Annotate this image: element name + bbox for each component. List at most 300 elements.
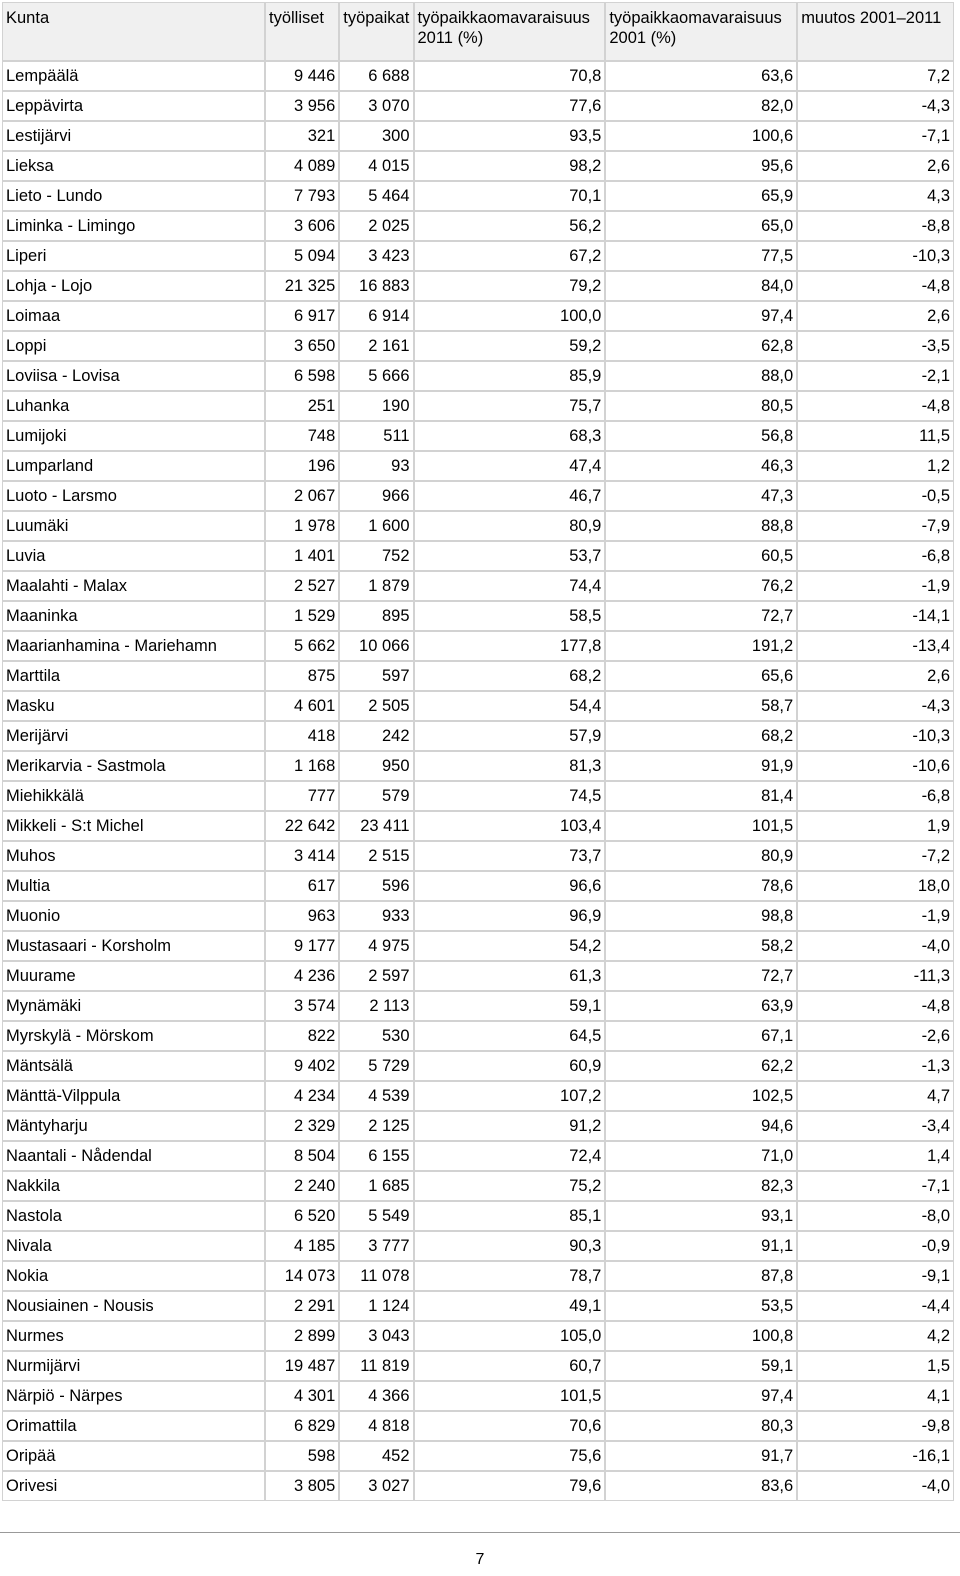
cell-muutos: 2,6 — [797, 301, 954, 331]
table-row — [2, 361, 954, 391]
table-row — [2, 931, 954, 961]
table-row — [2, 421, 954, 451]
cell-muutos: -4,8 — [797, 991, 954, 1021]
cell-omavaraisuus-2001: 65,0 — [605, 211, 797, 241]
cell-tyopaikat: 4 539 — [339, 1081, 413, 1111]
cell-tyolliset: 9 402 — [265, 1051, 339, 1081]
cell-tyopaikat: 3 423 — [339, 241, 413, 271]
footer-divider — [0, 1532, 960, 1533]
cell-tyopaikat: 3 027 — [339, 1471, 413, 1501]
cell-tyopaikat: 4 975 — [339, 931, 413, 961]
header-row — [2, 2, 954, 61]
cell-tyolliset: 875 — [265, 661, 339, 691]
cell-omavaraisuus-2001: 80,5 — [605, 391, 797, 421]
cell-omavaraisuus-2011: 70,1 — [414, 181, 606, 211]
cell-muutos: -1,9 — [797, 901, 954, 931]
cell-muutos: -3,4 — [797, 1111, 954, 1141]
table-row — [2, 691, 954, 721]
header-kunta: Kunta — [2, 2, 265, 61]
cell-omavaraisuus-2011: 68,2 — [414, 661, 606, 691]
cell-tyolliset: 963 — [265, 901, 339, 931]
table-row — [2, 721, 954, 751]
table-row — [2, 1411, 954, 1441]
table-row — [2, 1021, 954, 1051]
table-row — [2, 1381, 954, 1411]
cell-omavaraisuus-2001: 91,1 — [605, 1231, 797, 1261]
cell-tyolliset: 3 650 — [265, 331, 339, 361]
cell-kunta: Nastola — [2, 1201, 265, 1231]
cell-omavaraisuus-2001: 100,6 — [605, 121, 797, 151]
cell-tyolliset: 822 — [265, 1021, 339, 1051]
cell-tyopaikat: 5 549 — [339, 1201, 413, 1231]
cell-tyolliset: 8 504 — [265, 1141, 339, 1171]
cell-omavaraisuus-2011: 54,2 — [414, 931, 606, 961]
cell-omavaraisuus-2011: 53,7 — [414, 541, 606, 571]
cell-omavaraisuus-2001: 63,6 — [605, 61, 797, 91]
cell-muutos: -10,6 — [797, 751, 954, 781]
cell-tyolliset: 2 067 — [265, 481, 339, 511]
cell-omavaraisuus-2011: 74,4 — [414, 571, 606, 601]
table-row — [2, 121, 954, 151]
cell-muutos: -3,5 — [797, 331, 954, 361]
cell-omavaraisuus-2011: 81,3 — [414, 751, 606, 781]
cell-muutos: -13,4 — [797, 631, 954, 661]
cell-tyolliset: 14 073 — [265, 1261, 339, 1291]
cell-tyolliset: 251 — [265, 391, 339, 421]
cell-tyopaikat: 2 505 — [339, 691, 413, 721]
cell-tyopaikat: 5 464 — [339, 181, 413, 211]
cell-omavaraisuus-2001: 59,1 — [605, 1351, 797, 1381]
cell-tyopaikat: 2 025 — [339, 211, 413, 241]
cell-kunta: Maarianhamina - Mariehamn — [2, 631, 265, 661]
cell-omavaraisuus-2001: 62,2 — [605, 1051, 797, 1081]
cell-tyolliset: 617 — [265, 871, 339, 901]
cell-kunta: Lumparland — [2, 451, 265, 481]
cell-omavaraisuus-2011: 61,3 — [414, 961, 606, 991]
cell-muutos: 1,5 — [797, 1351, 954, 1381]
table-row — [2, 1321, 954, 1351]
cell-kunta: Nurmes — [2, 1321, 265, 1351]
cell-omavaraisuus-2001: 191,2 — [605, 631, 797, 661]
cell-tyolliset: 4 601 — [265, 691, 339, 721]
cell-muutos: -4,4 — [797, 1291, 954, 1321]
cell-tyolliset: 2 527 — [265, 571, 339, 601]
cell-omavaraisuus-2001: 98,8 — [605, 901, 797, 931]
cell-muutos: -2,6 — [797, 1021, 954, 1051]
cell-muutos: -6,8 — [797, 541, 954, 571]
cell-tyopaikat: 596 — [339, 871, 413, 901]
cell-tyopaikat: 5 666 — [339, 361, 413, 391]
cell-tyolliset: 748 — [265, 421, 339, 451]
cell-omavaraisuus-2001: 63,9 — [605, 991, 797, 1021]
table-row — [2, 511, 954, 541]
header-tyolliset: työlliset — [265, 2, 339, 61]
cell-muutos: -16,1 — [797, 1441, 954, 1471]
table-row — [2, 331, 954, 361]
cell-kunta: Marttila — [2, 661, 265, 691]
cell-tyopaikat: 190 — [339, 391, 413, 421]
cell-kunta: Lempäälä — [2, 61, 265, 91]
cell-muutos: 7,2 — [797, 61, 954, 91]
cell-omavaraisuus-2011: 70,8 — [414, 61, 606, 91]
cell-tyopaikat: 1 124 — [339, 1291, 413, 1321]
cell-tyolliset: 777 — [265, 781, 339, 811]
cell-tyolliset: 1 529 — [265, 601, 339, 631]
cell-muutos: -7,2 — [797, 841, 954, 871]
header-muutos: muutos 2001–2011 — [797, 2, 954, 61]
cell-tyolliset: 2 899 — [265, 1321, 339, 1351]
table-row — [2, 481, 954, 511]
cell-tyopaikat: 1 600 — [339, 511, 413, 541]
cell-muutos: -4,0 — [797, 1471, 954, 1501]
cell-muutos: -4,3 — [797, 691, 954, 721]
cell-omavaraisuus-2001: 91,7 — [605, 1441, 797, 1471]
cell-muutos: 4,2 — [797, 1321, 954, 1351]
cell-muutos: -9,8 — [797, 1411, 954, 1441]
cell-kunta: Mustasaari - Korsholm — [2, 931, 265, 961]
cell-omavaraisuus-2011: 96,6 — [414, 871, 606, 901]
cell-omavaraisuus-2001: 56,8 — [605, 421, 797, 451]
cell-muutos: 1,4 — [797, 1141, 954, 1171]
cell-muutos: -11,3 — [797, 961, 954, 991]
cell-omavaraisuus-2011: 78,7 — [414, 1261, 606, 1291]
cell-muutos: 18,0 — [797, 871, 954, 901]
cell-muutos: -7,9 — [797, 511, 954, 541]
cell-omavaraisuus-2011: 67,2 — [414, 241, 606, 271]
cell-omavaraisuus-2011: 47,4 — [414, 451, 606, 481]
cell-kunta: Luvia — [2, 541, 265, 571]
cell-muutos: -7,1 — [797, 121, 954, 151]
cell-kunta: Luoto - Larsmo — [2, 481, 265, 511]
cell-tyolliset: 5 094 — [265, 241, 339, 271]
cell-omavaraisuus-2011: 75,7 — [414, 391, 606, 421]
table-row — [2, 751, 954, 781]
cell-kunta: Maaninka — [2, 601, 265, 631]
table-row — [2, 151, 954, 181]
cell-kunta: Luumäki — [2, 511, 265, 541]
cell-muutos: 1,9 — [797, 811, 954, 841]
cell-omavaraisuus-2001: 47,3 — [605, 481, 797, 511]
cell-omavaraisuus-2001: 102,5 — [605, 1081, 797, 1111]
table-body — [2, 61, 954, 1501]
table-row — [2, 661, 954, 691]
cell-omavaraisuus-2001: 83,6 — [605, 1471, 797, 1501]
cell-tyolliset: 1 978 — [265, 511, 339, 541]
cell-omavaraisuus-2011: 64,5 — [414, 1021, 606, 1051]
cell-omavaraisuus-2011: 100,0 — [414, 301, 606, 331]
cell-kunta: Nokia — [2, 1261, 265, 1291]
cell-tyolliset: 3 606 — [265, 211, 339, 241]
table-row — [2, 1231, 954, 1261]
cell-tyopaikat: 4 818 — [339, 1411, 413, 1441]
cell-kunta: Lestijärvi — [2, 121, 265, 151]
cell-tyopaikat: 452 — [339, 1441, 413, 1471]
cell-kunta: Miehikkälä — [2, 781, 265, 811]
table-row — [2, 541, 954, 571]
cell-kunta: Naantali - Nådendal — [2, 1141, 265, 1171]
header-omavaraisuus-2001: työpaikkaomavaraisuus 2001 (%) — [605, 2, 797, 61]
municipality-table — [2, 2, 954, 1501]
cell-tyopaikat: 23 411 — [339, 811, 413, 841]
cell-tyolliset: 1 168 — [265, 751, 339, 781]
cell-muutos: 1,2 — [797, 451, 954, 481]
cell-muutos: -10,3 — [797, 721, 954, 751]
table-row — [2, 601, 954, 631]
cell-omavaraisuus-2001: 84,0 — [605, 271, 797, 301]
cell-omavaraisuus-2001: 67,1 — [605, 1021, 797, 1051]
cell-tyopaikat: 5 729 — [339, 1051, 413, 1081]
table-row — [2, 1351, 954, 1381]
table-row — [2, 781, 954, 811]
table-row — [2, 241, 954, 271]
cell-tyolliset: 9 177 — [265, 931, 339, 961]
cell-kunta: Masku — [2, 691, 265, 721]
cell-muutos: 11,5 — [797, 421, 954, 451]
cell-tyolliset: 22 642 — [265, 811, 339, 841]
cell-omavaraisuus-2001: 97,4 — [605, 301, 797, 331]
table-row — [2, 451, 954, 481]
cell-omavaraisuus-2011: 103,4 — [414, 811, 606, 841]
table-row — [2, 211, 954, 241]
cell-kunta: Leppävirta — [2, 91, 265, 121]
cell-muutos: 2,6 — [797, 661, 954, 691]
cell-tyopaikat: 11 819 — [339, 1351, 413, 1381]
cell-tyolliset: 2 240 — [265, 1171, 339, 1201]
cell-kunta: Muhos — [2, 841, 265, 871]
cell-omavaraisuus-2011: 79,6 — [414, 1471, 606, 1501]
table-row — [2, 391, 954, 421]
cell-omavaraisuus-2001: 94,6 — [605, 1111, 797, 1141]
cell-omavaraisuus-2001: 100,8 — [605, 1321, 797, 1351]
cell-tyolliset: 3 574 — [265, 991, 339, 1021]
cell-kunta: Loimaa — [2, 301, 265, 331]
table-row — [2, 1471, 954, 1501]
cell-tyolliset: 418 — [265, 721, 339, 751]
table-row — [2, 1441, 954, 1471]
cell-kunta: Nousiainen - Nousis — [2, 1291, 265, 1321]
cell-muutos: -1,9 — [797, 571, 954, 601]
cell-omavaraisuus-2001: 93,1 — [605, 1201, 797, 1231]
cell-kunta: Lieto - Lundo — [2, 181, 265, 211]
cell-tyopaikat: 3 043 — [339, 1321, 413, 1351]
cell-omavaraisuus-2001: 80,9 — [605, 841, 797, 871]
cell-muutos: -8,8 — [797, 211, 954, 241]
cell-tyopaikat: 2 161 — [339, 331, 413, 361]
table-row — [2, 1291, 954, 1321]
cell-omavaraisuus-2011: 79,2 — [414, 271, 606, 301]
cell-tyopaikat: 2 125 — [339, 1111, 413, 1141]
table-row — [2, 571, 954, 601]
cell-omavaraisuus-2001: 46,3 — [605, 451, 797, 481]
table-row — [2, 301, 954, 331]
cell-omavaraisuus-2011: 58,5 — [414, 601, 606, 631]
cell-omavaraisuus-2001: 76,2 — [605, 571, 797, 601]
table-row — [2, 1261, 954, 1291]
cell-omavaraisuus-2001: 53,5 — [605, 1291, 797, 1321]
cell-kunta: Merikarvia - Sastmola — [2, 751, 265, 781]
cell-omavaraisuus-2001: 72,7 — [605, 601, 797, 631]
cell-tyopaikat: 2 113 — [339, 991, 413, 1021]
cell-omavaraisuus-2011: 74,5 — [414, 781, 606, 811]
cell-omavaraisuus-2011: 98,2 — [414, 151, 606, 181]
cell-kunta: Loppi — [2, 331, 265, 361]
table-header — [2, 2, 954, 61]
cell-omavaraisuus-2001: 97,4 — [605, 1381, 797, 1411]
cell-omavaraisuus-2001: 82,3 — [605, 1171, 797, 1201]
cell-tyolliset: 3 414 — [265, 841, 339, 871]
cell-muutos: -4,8 — [797, 391, 954, 421]
cell-kunta: Orivesi — [2, 1471, 265, 1501]
cell-tyolliset: 3 805 — [265, 1471, 339, 1501]
cell-muutos: -4,3 — [797, 91, 954, 121]
cell-tyolliset: 9 446 — [265, 61, 339, 91]
table-row — [2, 91, 954, 121]
cell-tyolliset: 196 — [265, 451, 339, 481]
cell-tyolliset: 6 829 — [265, 1411, 339, 1441]
table-row — [2, 961, 954, 991]
cell-tyopaikat: 11 078 — [339, 1261, 413, 1291]
cell-tyopaikat: 1 879 — [339, 571, 413, 601]
cell-omavaraisuus-2011: 75,6 — [414, 1441, 606, 1471]
cell-omavaraisuus-2011: 72,4 — [414, 1141, 606, 1171]
cell-tyolliset: 1 401 — [265, 541, 339, 571]
cell-tyolliset: 6 917 — [265, 301, 339, 331]
cell-muutos: -0,5 — [797, 481, 954, 511]
cell-tyolliset: 7 793 — [265, 181, 339, 211]
table-row — [2, 901, 954, 931]
cell-kunta: Maalahti - Malax — [2, 571, 265, 601]
cell-tyopaikat: 6 688 — [339, 61, 413, 91]
cell-kunta: Muurame — [2, 961, 265, 991]
cell-tyolliset: 4 236 — [265, 961, 339, 991]
cell-omavaraisuus-2011: 75,2 — [414, 1171, 606, 1201]
table-row — [2, 811, 954, 841]
cell-tyopaikat: 242 — [339, 721, 413, 751]
cell-kunta: Orimattila — [2, 1411, 265, 1441]
cell-tyopaikat: 4 015 — [339, 151, 413, 181]
cell-kunta: Närpiö - Närpes — [2, 1381, 265, 1411]
cell-omavaraisuus-2011: 46,7 — [414, 481, 606, 511]
table-row — [2, 1141, 954, 1171]
cell-omavaraisuus-2011: 68,3 — [414, 421, 606, 451]
cell-omavaraisuus-2011: 105,0 — [414, 1321, 606, 1351]
cell-omavaraisuus-2001: 65,9 — [605, 181, 797, 211]
cell-tyopaikat: 300 — [339, 121, 413, 151]
cell-tyolliset: 6 598 — [265, 361, 339, 391]
cell-kunta: Mynämäki — [2, 991, 265, 1021]
cell-omavaraisuus-2001: 101,5 — [605, 811, 797, 841]
table-row — [2, 1111, 954, 1141]
cell-muutos: -6,8 — [797, 781, 954, 811]
cell-omavaraisuus-2011: 60,9 — [414, 1051, 606, 1081]
cell-omavaraisuus-2011: 54,4 — [414, 691, 606, 721]
cell-omavaraisuus-2001: 60,5 — [605, 541, 797, 571]
cell-omavaraisuus-2001: 87,8 — [605, 1261, 797, 1291]
cell-omavaraisuus-2011: 91,2 — [414, 1111, 606, 1141]
cell-muutos: -2,1 — [797, 361, 954, 391]
cell-omavaraisuus-2001: 58,7 — [605, 691, 797, 721]
cell-tyolliset: 321 — [265, 121, 339, 151]
cell-tyolliset: 5 662 — [265, 631, 339, 661]
cell-tyopaikat: 966 — [339, 481, 413, 511]
cell-muutos: -0,9 — [797, 1231, 954, 1261]
cell-muutos: 4,1 — [797, 1381, 954, 1411]
cell-omavaraisuus-2001: 95,6 — [605, 151, 797, 181]
cell-tyopaikat: 6 155 — [339, 1141, 413, 1171]
cell-tyopaikat: 579 — [339, 781, 413, 811]
table-row — [2, 1051, 954, 1081]
cell-tyopaikat: 3 777 — [339, 1231, 413, 1261]
cell-omavaraisuus-2011: 107,2 — [414, 1081, 606, 1111]
cell-omavaraisuus-2011: 57,9 — [414, 721, 606, 751]
table-row — [2, 841, 954, 871]
cell-tyolliset: 2 329 — [265, 1111, 339, 1141]
cell-omavaraisuus-2001: 68,2 — [605, 721, 797, 751]
cell-tyopaikat: 933 — [339, 901, 413, 931]
cell-muutos: -4,0 — [797, 931, 954, 961]
cell-tyopaikat: 16 883 — [339, 271, 413, 301]
cell-muutos: 4,7 — [797, 1081, 954, 1111]
cell-kunta: Multia — [2, 871, 265, 901]
cell-omavaraisuus-2001: 65,6 — [605, 661, 797, 691]
cell-tyolliset: 2 291 — [265, 1291, 339, 1321]
cell-kunta: Mäntsälä — [2, 1051, 265, 1081]
cell-kunta: Merijärvi — [2, 721, 265, 751]
cell-kunta: Mikkeli - S:t Michel — [2, 811, 265, 841]
cell-tyopaikat: 895 — [339, 601, 413, 631]
cell-tyopaikat: 511 — [339, 421, 413, 451]
cell-tyolliset: 4 089 — [265, 151, 339, 181]
cell-omavaraisuus-2001: 81,4 — [605, 781, 797, 811]
cell-tyolliset: 4 301 — [265, 1381, 339, 1411]
cell-omavaraisuus-2011: 60,7 — [414, 1351, 606, 1381]
cell-omavaraisuus-2011: 56,2 — [414, 211, 606, 241]
table-row — [2, 271, 954, 301]
table-row — [2, 1081, 954, 1111]
cell-kunta: Luhanka — [2, 391, 265, 421]
table-row — [2, 61, 954, 91]
cell-omavaraisuus-2001: 88,0 — [605, 361, 797, 391]
cell-tyopaikat: 3 070 — [339, 91, 413, 121]
cell-tyolliset: 3 956 — [265, 91, 339, 121]
page-number: 7 — [475, 1551, 485, 1568]
cell-tyopaikat: 1 685 — [339, 1171, 413, 1201]
cell-kunta: Loviisa - Lovisa — [2, 361, 265, 391]
header-omavaraisuus-2011: työpaikkaomavaraisuus 2011 (%) — [414, 2, 606, 61]
cell-tyopaikat: 2 515 — [339, 841, 413, 871]
cell-omavaraisuus-2001: 78,6 — [605, 871, 797, 901]
cell-tyolliset: 4 234 — [265, 1081, 339, 1111]
cell-tyopaikat: 597 — [339, 661, 413, 691]
cell-kunta: Myrskylä - Mörskom — [2, 1021, 265, 1051]
cell-kunta: Lieksa — [2, 151, 265, 181]
cell-omavaraisuus-2011: 59,2 — [414, 331, 606, 361]
cell-omavaraisuus-2001: 80,3 — [605, 1411, 797, 1441]
cell-kunta: Nakkila — [2, 1171, 265, 1201]
cell-tyopaikat: 2 597 — [339, 961, 413, 991]
cell-omavaraisuus-2011: 73,7 — [414, 841, 606, 871]
cell-tyopaikat: 4 366 — [339, 1381, 413, 1411]
cell-tyopaikat: 6 914 — [339, 301, 413, 331]
cell-omavaraisuus-2011: 85,1 — [414, 1201, 606, 1231]
cell-omavaraisuus-2001: 82,0 — [605, 91, 797, 121]
cell-muutos: -1,3 — [797, 1051, 954, 1081]
cell-muutos: 4,3 — [797, 181, 954, 211]
table-row — [2, 991, 954, 1021]
cell-muutos: -10,3 — [797, 241, 954, 271]
cell-tyopaikat: 93 — [339, 451, 413, 481]
cell-kunta: Muonio — [2, 901, 265, 931]
